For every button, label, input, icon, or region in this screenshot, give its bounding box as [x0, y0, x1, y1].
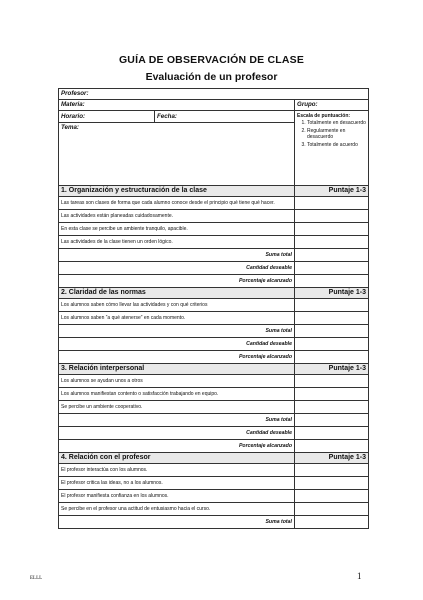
- score-cell[interactable]: [295, 401, 369, 414]
- total-cell[interactable]: [295, 275, 369, 288]
- total-label: Cantidad deseable: [59, 338, 295, 351]
- criterion-row: [59, 312, 369, 325]
- section-title: 4. Relación con el profesor: [59, 453, 295, 464]
- total-label: Suma total: [59, 325, 295, 338]
- total-label: Porcentaje alcanzado: [59, 275, 295, 288]
- criterion-row: [59, 299, 369, 312]
- section-header: [59, 288, 369, 299]
- criterion-row: [59, 477, 369, 490]
- score-cell[interactable]: [295, 464, 369, 477]
- total-cell[interactable]: [295, 427, 369, 440]
- criterion-text: El profesor interactúa con los alumnos.: [59, 464, 295, 477]
- total-row: [59, 440, 369, 453]
- section-score-label: Puntaje 1-3: [295, 288, 369, 299]
- criterion-row: [59, 490, 369, 503]
- total-cell[interactable]: [295, 516, 369, 529]
- total-row: [59, 427, 369, 440]
- footer-initials: ELLL: [30, 576, 43, 581]
- page-subtitle: Evaluación de un profesor: [145, 71, 278, 83]
- score-cell[interactable]: [295, 477, 369, 490]
- total-cell[interactable]: [295, 325, 369, 338]
- criterion-text: Se percibe un ambiente cooperativo.: [59, 401, 295, 414]
- scale-title: Escala de puntuación:: [297, 113, 351, 119]
- score-cell[interactable]: [295, 375, 369, 388]
- section-title: 1. Organización y estructuración de la clase: [59, 186, 295, 197]
- score-cell[interactable]: [295, 197, 369, 210]
- criterion-text: El profesor critica las ideas, no a los alumnos.: [59, 477, 295, 490]
- section-score-label: Puntaje 1-3: [295, 453, 369, 464]
- criterion-row: [59, 375, 369, 388]
- total-label: Porcentaje alcanzado: [59, 351, 295, 364]
- score-cell[interactable]: [295, 210, 369, 223]
- criterion-text: Los alumnos manifiestan contento o satisfacción trabajando en equipo.: [59, 388, 295, 401]
- criterion-row: [59, 210, 369, 223]
- page-number: 1: [357, 571, 362, 581]
- scale-item: 2. Regularmente en desacuerdo: [307, 128, 366, 141]
- section-title: 2. Claridad de las normas: [59, 288, 295, 299]
- section-score-label: Puntaje 1-3: [295, 364, 369, 375]
- criterion-text: Las actividades están planeadas cuidadosamente.: [59, 210, 295, 223]
- total-row: [59, 516, 369, 529]
- section-title: 3. Relación interpersonal: [59, 364, 295, 375]
- criterion-text: En esta clase se percibe un ambiente tranquilo, apacible.: [59, 223, 295, 236]
- criterion-row: [59, 388, 369, 401]
- criterion-row: [59, 197, 369, 210]
- criterion-text: Los alumnos se ayudan unos a otros: [59, 375, 295, 388]
- criterion-row: [59, 236, 369, 249]
- materia-field[interactable]: Materia:: [59, 100, 295, 111]
- total-cell[interactable]: [295, 440, 369, 453]
- criterion-row: [59, 503, 369, 516]
- observation-form: [58, 88, 369, 529]
- total-cell[interactable]: [295, 262, 369, 275]
- score-cell[interactable]: [295, 312, 369, 325]
- total-cell[interactable]: [295, 414, 369, 427]
- scoring-scale: [295, 111, 369, 186]
- fecha-field[interactable]: Fecha:: [155, 111, 295, 123]
- score-cell[interactable]: [295, 223, 369, 236]
- criterion-text: Los alumnos saben cómo llevar las actividades y con qué criterios: [59, 299, 295, 312]
- total-row: [59, 325, 369, 338]
- criterion-text: Las tareas son clases de forma que cada alumno conoce desde el principio qué tiene qué hacer.: [59, 197, 295, 210]
- total-cell[interactable]: [295, 249, 369, 262]
- total-label: Suma total: [59, 249, 295, 262]
- grupo-field[interactable]: Grupo:: [295, 100, 369, 111]
- criterion-text: El profesor manifiesta confianza en los alumnos.: [59, 490, 295, 503]
- total-label: Suma total: [59, 516, 295, 529]
- total-cell[interactable]: [295, 351, 369, 364]
- section-header: [59, 453, 369, 464]
- criterion-text: Se percibe en el profesor una actitud de entusiasmo hacia el curso.: [59, 503, 295, 516]
- score-cell[interactable]: [295, 388, 369, 401]
- score-cell[interactable]: [295, 236, 369, 249]
- scale-item: 1. Totalmente en desacuerdo: [307, 120, 366, 126]
- section-score-label: Puntaje 1-3: [295, 186, 369, 197]
- total-label: Cantidad deseable: [59, 427, 295, 440]
- section-header: [59, 364, 369, 375]
- total-row: [59, 351, 369, 364]
- criterion-row: [59, 464, 369, 477]
- total-cell[interactable]: [295, 338, 369, 351]
- criterion-row: [59, 223, 369, 236]
- criterion-row: [59, 401, 369, 414]
- total-row: [59, 249, 369, 262]
- profesor-field[interactable]: Profesor:: [59, 89, 369, 100]
- scale-list: [297, 120, 366, 148]
- score-cell[interactable]: [295, 503, 369, 516]
- section-header: [59, 186, 369, 197]
- score-cell[interactable]: [295, 490, 369, 503]
- horario-field[interactable]: Horario:: [59, 111, 155, 123]
- total-row: [59, 262, 369, 275]
- score-cell[interactable]: [295, 299, 369, 312]
- total-label: Suma total: [59, 414, 295, 427]
- total-label: Cantidad deseable: [59, 262, 295, 275]
- total-label: Porcentaje alcanzado: [59, 440, 295, 453]
- criterion-text: Los alumnos saben “a qué atenerse” en cada momento.: [59, 312, 295, 325]
- total-row: [59, 338, 369, 351]
- tema-field[interactable]: Tema:: [59, 123, 295, 186]
- scale-item: 3. Totalmente de acuerdo: [307, 142, 366, 148]
- total-row: [59, 414, 369, 427]
- total-row: [59, 275, 369, 288]
- criterion-text: Las actividades de la clase tienen un orden lógico.: [59, 236, 295, 249]
- page-title: GUÍA DE OBSERVACIÓN DE CLASE: [118, 54, 305, 66]
